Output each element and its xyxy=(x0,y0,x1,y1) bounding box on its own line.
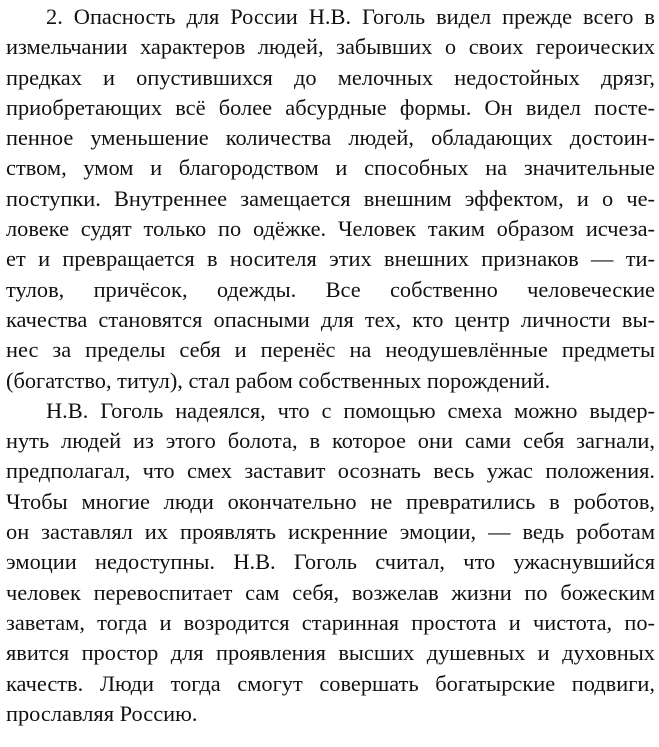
text-line: предках и опустившихся до мелочных недостойных дрязг, xyxy=(6,64,655,90)
text-line: нес за пределы себя и перенёс на неодушевлённые предметы xyxy=(6,337,655,363)
text-line: явится простор для проявления высших душевных и духовных xyxy=(6,640,655,666)
text-line: качества становятся опасными для тех, кто центр личности вы- xyxy=(6,306,655,332)
text-line: эмоции недоступны. Н.В. Гоголь считал, что ужаснувшийся xyxy=(6,549,655,575)
text-line: (богатство, титул), стал рабом собственных порождений. xyxy=(6,367,551,393)
text-line: ловеке судят только по одёжке. Человек таким образом исчеза- xyxy=(6,216,655,242)
text-line: измельчании характеров людей, забывших о своих героических xyxy=(6,34,655,60)
text-line: нуть людей из этого болота, в которое они сами себя загнали, xyxy=(6,428,655,454)
text-line: 2. Опасность для России Н.В. Гоголь видел прежде всего в xyxy=(46,4,655,29)
text-line: качеств. Люди тогда смогут совершать богатырские подвиги, xyxy=(6,670,655,696)
paragraph-1 xyxy=(6,2,655,396)
text-line: предполагал, что смех заставит осознать весь ужас положения. xyxy=(6,458,655,484)
text-line: Н.В. Гоголь надеялся, что с помощью смеха можно выдер- xyxy=(46,397,655,423)
text-line: заветам, тогда и возродится старинная простота и чистота, по- xyxy=(6,609,655,635)
text-line: прославляя Россию. xyxy=(6,700,198,726)
text-line: ет и превращается в носителя этих внешних признаков — ти- xyxy=(6,246,655,272)
text-line: пенное уменьшение количества людей, обладающих достоин- xyxy=(6,125,655,151)
text-line: поступки. Внутреннее замещается внешним эффектом, и о че- xyxy=(6,185,655,211)
text-line: ством, умом и благородством и способных на значительные xyxy=(6,155,655,181)
paragraph-2 xyxy=(6,396,655,729)
text-line: Чтобы многие люди окончательно не превратились в роботов, xyxy=(6,488,655,514)
text-line: тулов, причёсок, одежды. Все собственно человеческие xyxy=(6,276,655,302)
text-line: приобретающих всё более абсурдные формы. Он видел посте- xyxy=(6,94,655,120)
text-line: он заставлял их проявлять искренние эмоции, — ведь роботам xyxy=(6,519,655,545)
text-line: человек перевоспитает сам себя, возжелав жизни по божеским xyxy=(6,579,655,605)
